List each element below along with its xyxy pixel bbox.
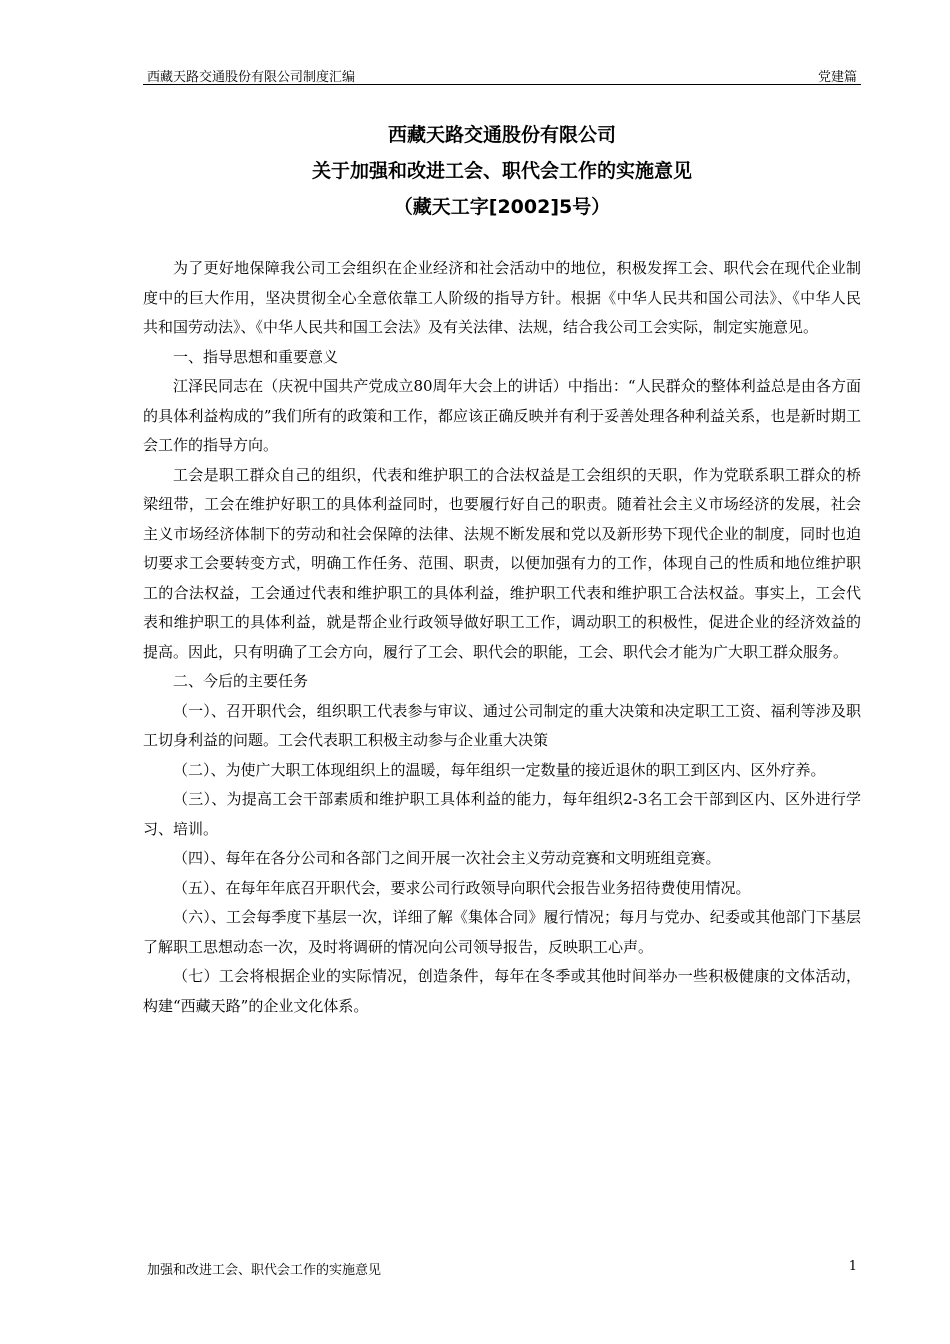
title-company: 西藏天路交通股份有限公司 <box>387 124 616 146</box>
task-item-2: （二）、为使广大职工体现组织上的温暖，每年组织一定数量的接近退休的职工到区内、区外疗养。 <box>173 760 826 779</box>
document-body <box>143 254 861 1021</box>
task-item-1: （一）、召开职代会，组织职工代表参与审议、通过公司制定的重大决策和决定职工工资、福利等涉及职工切身利益的问题。工会代表职工积极主动参与企业重大决策 <box>143 701 861 749</box>
task-item-7: （七）工会将根据企业的实际情况，创造条件，每年在冬季或其他时间举办一些积极健康的文体活动，构建“西藏天路”的企业文化体系。 <box>143 967 861 1015</box>
section-heading-2: 二、今后的主要任务 <box>173 672 309 690</box>
header-section: 党建篇 <box>817 70 857 85</box>
task-item-6: （六）、工会每季度下基层一次，详细了解《集体合同》履行情况；每月与党办、纪委或其他部门下基层了解职工思想动态一次，及时将调研的情况向公司领导报告，反映职工心声。 <box>143 908 861 956</box>
task-item-4: （四）、每年在各分公司和各部门之间开展一次社会主义劳动竞赛和文明班组竞赛。 <box>173 849 721 867</box>
title-subject: 关于加强和改进工会、职代会工作的实施意见 <box>311 160 692 182</box>
paragraph-intro: 为了更好地保障我公司工会组织在企业经济和社会活动中的地位，积极发挥工会、职代会在现代企业制度中的巨大作用，坚决贯彻全心全意依靠工人阶级的指导方针。根据《中华人民共和国公司法》、《中华人民共和国劳动法》、《中华人民共和国工会法》及有关法律、法规，结合我公司工会实际，制定实施意见。 <box>143 259 861 336</box>
page-header <box>143 62 861 85</box>
header-doc-collection: 西藏天路交通股份有限公司制度汇编 <box>147 70 356 85</box>
footer-doc-title: 加强和改进工会、职代会工作的实施意见 <box>147 1263 382 1278</box>
task-item-3: （三）、为提高工会干部素质和维护职工具体利益的能力，每年组织2-3名工会干部到区内、区外进行学习、培训。 <box>143 790 861 838</box>
section-heading-1: 一、指导思想和重要意义 <box>173 347 339 366</box>
page-footer <box>143 1259 861 1279</box>
task-item-5: （五）、在每年年底召开职代会，要求公司行政领导向职代会报告业务招待费使用情况。 <box>173 878 751 897</box>
document-title <box>143 117 861 225</box>
paragraph: 江泽民同志在（庆祝中国共产党成立80周年大会上的讲话）中指出：“人民群众的整体利益总是由各方面的具体利益构成的”我们所有的政策和工作，都应该正确反映并有利于妥善处理各种利益关系，也是新时期工会工作的指导方向。 <box>143 377 861 454</box>
paragraph: 工会是职工群众自己的组织，代表和维护职工的合法权益是工会组织的天职，作为党联系职工群众的桥梁纽带，工会在维护好职工的具体利益同时，也要履行好自己的职责。随着社会主义市场经济的发展，社会主义市场经济体制下的劳动和社会保障的法律、法规不断发展和党以及新形势下现代企业的制度，同时也迫切要求工会要转变方式，明确工作任务、范围、职责，以便加强有力的工作，体现自己的性质和地位维护职工的合法权益，工会通过代表和维护职工的具体利益，维护职工代表和维护职工合法权益。事实上，工会代表和维护职工的具体利益，就是帮企业行政领导做好职工工作，调动职工的积极性，促进企业的经济效益的提高。因此，只有明确了工会方向，履行了工会、职代会的职能，工会、职代会才能为广大职工群众服务。 <box>143 465 861 661</box>
title-doc-number: （藏天工字[2002]5号） <box>393 196 611 218</box>
page-number: 1 <box>848 1259 857 1274</box>
